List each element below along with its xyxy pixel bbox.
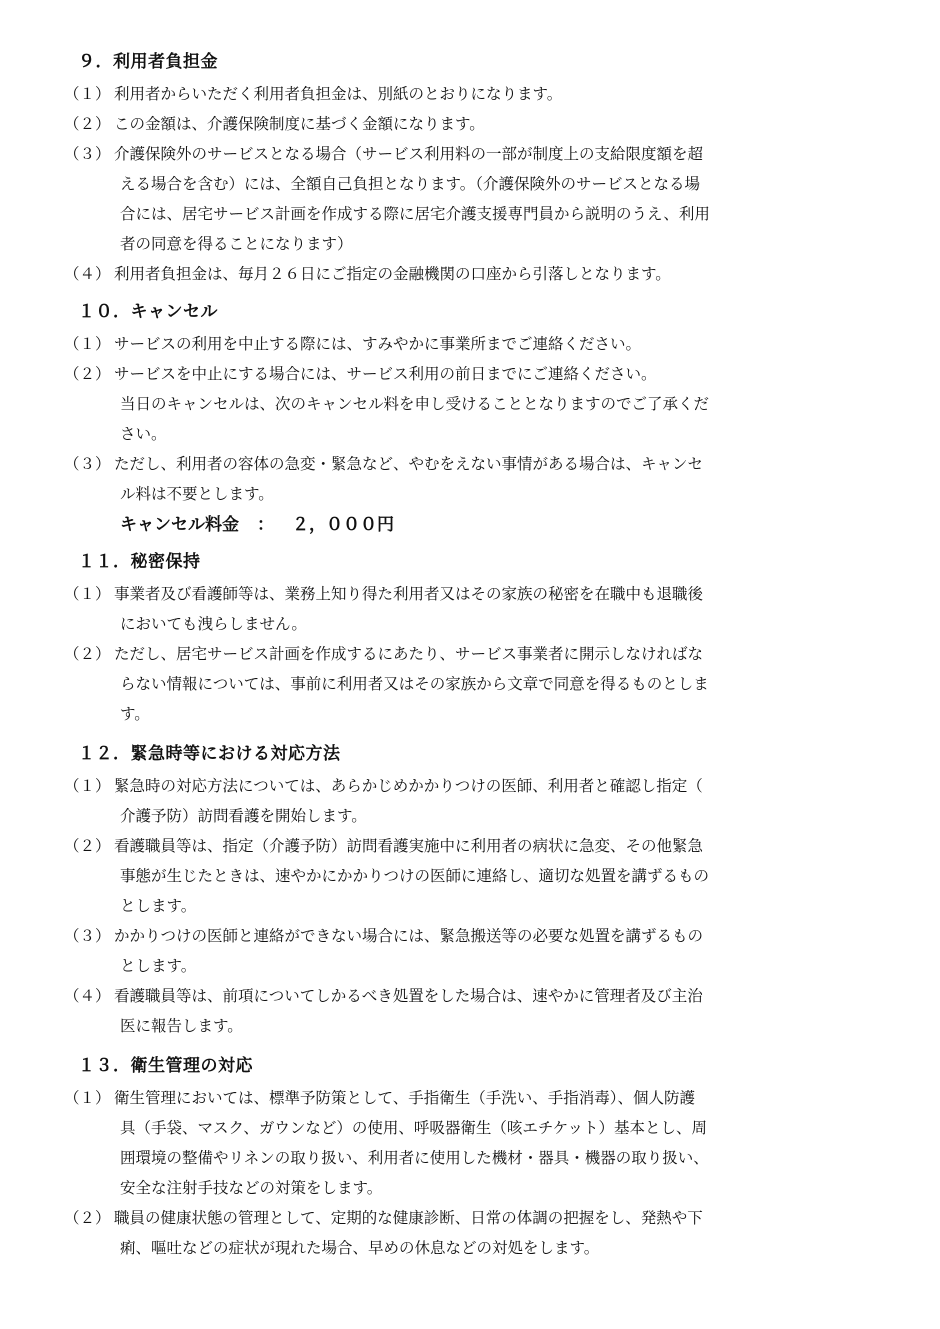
item-text-line: サービスの利用を中止する際には、すみやかに事業所までご連絡ください。 xyxy=(114,335,642,353)
item-text-line: 衛生管理においては、標準予防策として、手指衛生（手洗い、手指消毒）、個人防護 xyxy=(114,1089,695,1107)
section-11 xyxy=(64,547,798,729)
list-item xyxy=(64,449,798,509)
item-text-line: においても洩らしません。 xyxy=(120,615,307,633)
list-item xyxy=(64,359,798,449)
item-text-line: 看護職員等は、指定（介護予防）訪問看護実施中に利用者の病状に急変、その他緊急 xyxy=(114,837,704,855)
list-item xyxy=(64,109,798,139)
item-text-line: 者の同意を得ることになります） xyxy=(120,235,353,253)
item-text-line: 当日のキャンセルは、次のキャンセル料を申し受けることとなりますのでご了承くだ xyxy=(120,395,710,413)
item-text-line: 利用者からいただく利用者負担金は、別紙のとおりになります。 xyxy=(114,85,563,103)
list-item xyxy=(64,921,798,981)
item-number: （１） xyxy=(64,85,111,103)
item-text-line: 痢、嘔吐などの症状が現れた場合、早めの休息などの対処をします。 xyxy=(120,1239,600,1257)
fee-value: ２，０００円 xyxy=(292,515,394,535)
item-number: （２） xyxy=(64,115,111,133)
list-item xyxy=(64,981,798,1041)
item-text-line: える場合を含む）には、全額自己負担となります。（介護保険外のサービスとなる場 xyxy=(120,175,701,193)
item-text-line: かかりつけの医師と連絡ができない場合には、緊急搬送等の必要な処置を講ずるもの xyxy=(114,927,704,945)
item-text-line: 合には、居宅サービス計画を作成する際に居宅介護支援専門員から説明のうえ、利用 xyxy=(120,205,710,223)
section-heading: １２．緊急時等における対応方法 xyxy=(78,744,341,764)
item-number: （３） xyxy=(64,927,111,945)
item-number: （２） xyxy=(64,1209,111,1227)
item-number: （４） xyxy=(64,987,111,1005)
document-page xyxy=(64,47,798,1263)
item-text-line: 事態が生じたときは、速やかにかかりつけの医師に連絡し、適切な処置を講ずるもの xyxy=(120,867,710,885)
item-number: （２） xyxy=(64,365,111,383)
item-text-line: ただし、居宅サービス計画を作成するにあたり、サービス事業者に開示しなければな xyxy=(114,645,704,663)
item-number: （２） xyxy=(64,837,111,855)
section-10 xyxy=(64,297,798,541)
item-number: （４） xyxy=(64,265,111,283)
list-item xyxy=(64,259,798,289)
item-number: （３） xyxy=(64,455,111,473)
item-text-line: 安全な注射手技などの対策をします。 xyxy=(120,1179,383,1197)
list-item xyxy=(64,831,798,921)
list-item xyxy=(64,79,798,109)
item-number: （３） xyxy=(64,145,111,163)
item-text-line: 囲環境の整備やリネンの取り扱い、利用者に使用した機材・器具・機器の取り扱い、 xyxy=(120,1149,709,1167)
item-text-line: ル料は不要とします。 xyxy=(120,485,274,503)
item-text-line: ただし、利用者の容体の急変・緊急など、やむをえない事情がある場合は、キャンセ xyxy=(114,455,704,473)
list-item xyxy=(64,579,798,639)
list-item xyxy=(64,329,798,359)
item-text-line: サービスを中止にする場合には、サービス利用の前日までにご連絡ください。 xyxy=(114,365,657,383)
item-text-line: 看護職員等は、前項についてしかるべき処置をした場合は、速やかに管理者及び主治 xyxy=(114,987,703,1005)
section-13 xyxy=(64,1051,798,1263)
section-heading: １０．キャンセル xyxy=(78,302,218,322)
section-heading: １１．秘密保持 xyxy=(78,552,201,572)
item-text-line: とします。 xyxy=(120,957,197,975)
item-number: （２） xyxy=(64,645,111,663)
item-text-line: 利用者負担金は、毎月２６日にご指定の金融機関の口座から引落しとなります。 xyxy=(114,265,671,283)
item-text-line: この金額は、介護保険制度に基づく金額になります。 xyxy=(114,115,485,133)
item-number: （１） xyxy=(64,1089,111,1107)
fee-label: キャンセル料金 xyxy=(120,515,239,535)
list-item xyxy=(64,139,798,259)
item-text-line: 介護予防）訪問看護を開始します。 xyxy=(120,807,367,825)
item-text-line: とします。 xyxy=(120,897,197,915)
item-text-line: さい。 xyxy=(120,425,167,443)
list-item xyxy=(64,639,798,729)
list-item xyxy=(64,1203,798,1263)
list-item xyxy=(64,771,798,831)
item-text-line: す。 xyxy=(120,705,150,723)
item-text-line: 介護保険外のサービスとなる場合（サービス利用料の一部が制度上の支給限度額を超 xyxy=(114,145,704,163)
item-text-line: 医に報告します。 xyxy=(120,1017,243,1035)
cancellation-fee xyxy=(120,509,798,541)
fee-separator: ： xyxy=(257,515,274,535)
item-text-line: 職員の健康状態の管理として、定期的な健康診断、日常の体調の把握をし、発熱や下 xyxy=(114,1209,703,1227)
section-heading: １３．衛生管理の対応 xyxy=(78,1056,253,1076)
item-number: （１） xyxy=(64,335,111,353)
list-item xyxy=(64,1083,798,1203)
item-number: （１） xyxy=(64,585,111,603)
section-9 xyxy=(64,47,798,289)
item-number: （１） xyxy=(64,777,111,795)
item-text-line: 緊急時の対応方法については、あらかじめかかりつけの医師、利用者と確認し指定（ xyxy=(114,777,703,795)
item-text-line: 事業者及び看護師等は、業務上知り得た利用者又はその家族の秘密を在職中も退職後 xyxy=(114,585,704,603)
item-text-line: 具（手袋、マスク、ガウンなど）の使用、呼吸器衛生（咳エチケット）基本とし、周 xyxy=(120,1119,707,1137)
section-heading: ９．利用者負担金 xyxy=(78,52,218,72)
item-text-line: らない情報については、事前に利用者又はその家族から文章で同意を得るものとしま xyxy=(120,675,709,693)
section-12 xyxy=(64,739,798,1041)
